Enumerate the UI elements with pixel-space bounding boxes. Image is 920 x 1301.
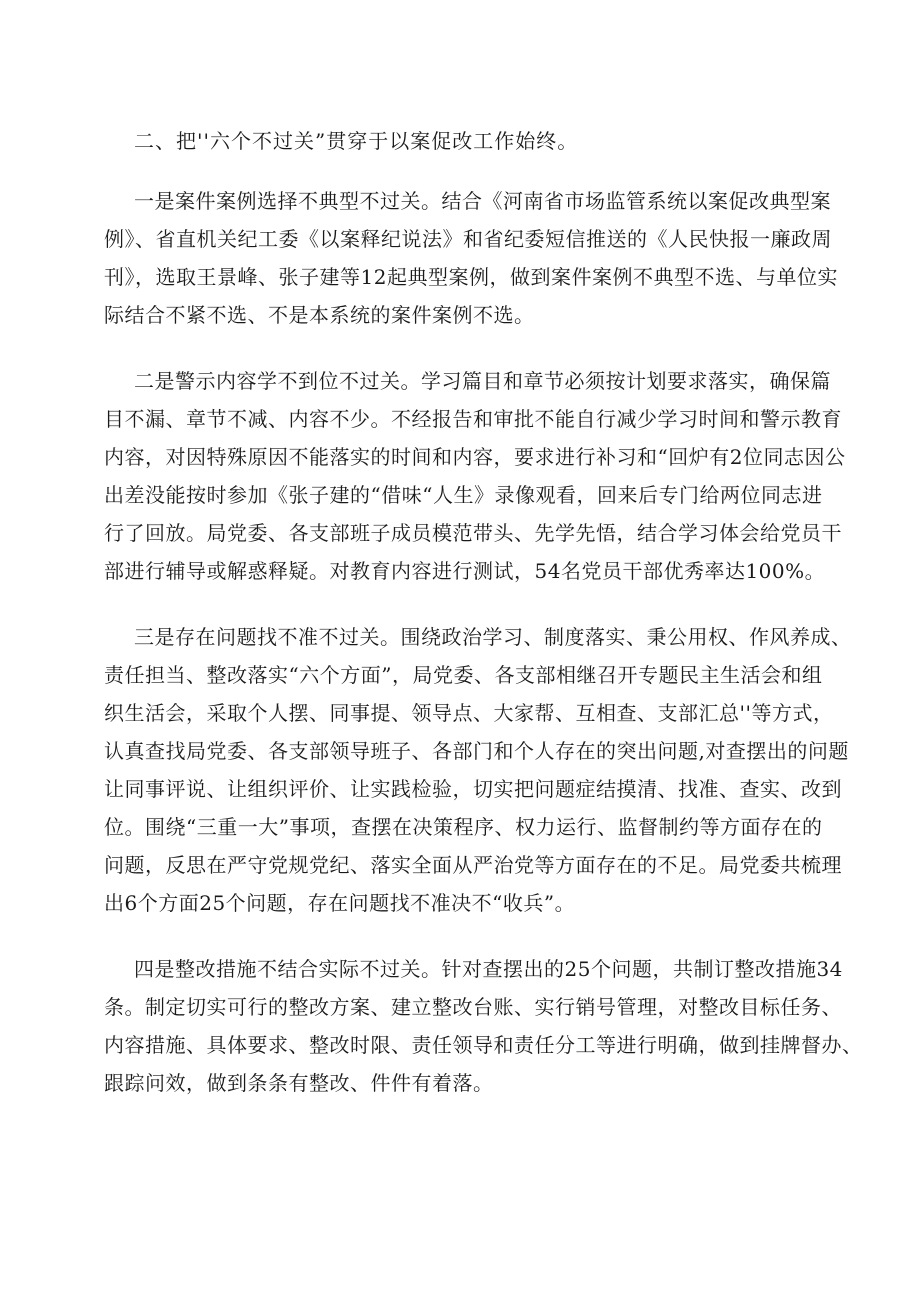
paragraph-line: 例》、省直机关纪工委《以案释纪说法》和省纪委短信推送的《人民快报一廉政周	[104, 227, 832, 251]
paragraph-line: 让同事评说、让组织评价、让实践检验，切实把问题症结摸清、找准、查实、改到	[104, 777, 842, 801]
paragraph-line: 目不漏、章节不减、内容不少。不经报告和审批不能自行减少学习时间和警示教育	[104, 407, 842, 431]
paragraph-1	[104, 182, 860, 334]
paragraph-line: 二是警示内容学不到位不过关。学习篇目和章节必须按计划要求落实，确保篇	[134, 369, 831, 393]
paragraph-line: 出6个方面25个问题，存在问题找不准决不“收兵”。	[104, 891, 576, 915]
section-heading: 二、把''六个不过关”贯穿于以案促改工作始终。	[134, 129, 579, 153]
paragraph-line: 责任担当、整改落实“六个方面”，局党委、各支部相继召开专题民主生活会和组	[104, 663, 823, 687]
paragraph-line: 问题，反思在严守党规党纪、落实全面从严治党等方面存在的不足。局党委共梳理	[104, 853, 842, 877]
paragraph-line: 条。制定切实可行的整改方案、建立整改台账、实行销号管理，对整改目标任务、	[104, 995, 842, 1019]
paragraph-line: 三是存在问题找不准不过关。围绕政治学习、制度落实、秉公用权、作风养成、	[134, 625, 852, 649]
paragraph-gap	[104, 590, 860, 618]
paragraph-line: 跟踪问效，做到条条有整改、件件有着落。	[104, 1071, 494, 1095]
paragraph-2	[104, 362, 860, 590]
paragraph-line: 位。围绕“三重一大”事项，查摆在决策程序、权力运行、监督制约等方面存在的	[104, 815, 823, 839]
paragraph-line: 内容措施、具体要求、整改时限、责任领导和责任分工等进行明确，做到挂牌督办、	[104, 1033, 863, 1057]
paragraph-line: 认真查找局党委、各支部领导班子、各部门和个人存在的突出问题,对查摆出的问题	[104, 739, 849, 763]
paragraph-3	[104, 618, 860, 922]
paragraph-line: 刊》，选取王景峰、张子建等12起典型案例，做到案件案例不典型不选、与单位实	[104, 265, 838, 289]
paragraph-line: 织生活会，采取个人摆、同事提、领导点、大家帮、互相查、支部汇总''等方式，	[104, 701, 834, 725]
paragraph-line: 际结合不紧不选、不是本系统的案件案例不选。	[104, 303, 535, 327]
paragraph-4	[104, 950, 863, 1102]
paragraph-line: 行了回放。局党委、各支部班子成员模范带头、先学先悟，结合学习体会给党员干	[104, 521, 842, 545]
paragraph-gap	[104, 922, 860, 950]
paragraph-line: 四是整改措施不结合实际不过关。针对查摆出的25个问题，共制订整改措施34	[134, 957, 843, 981]
paragraph-line: 部进行辅导或解惑释疑。对教育内容进行测试，54名党员干部优秀率达100%。	[104, 559, 826, 583]
paragraph-line: 一是案件案例选择不典型不过关。结合《河南省市场监管系统以案促改典型案	[134, 189, 831, 213]
paragraph-gap	[104, 334, 860, 362]
paragraph-line: 内容，对因特殊原因不能落实的时间和内容，要求进行补习和“回炉有2位同志因公	[104, 445, 846, 469]
paragraph-line: 出差没能按时参加《张子建的“借味“人生》录像观看，回来后专门给两位同志进	[104, 483, 823, 507]
